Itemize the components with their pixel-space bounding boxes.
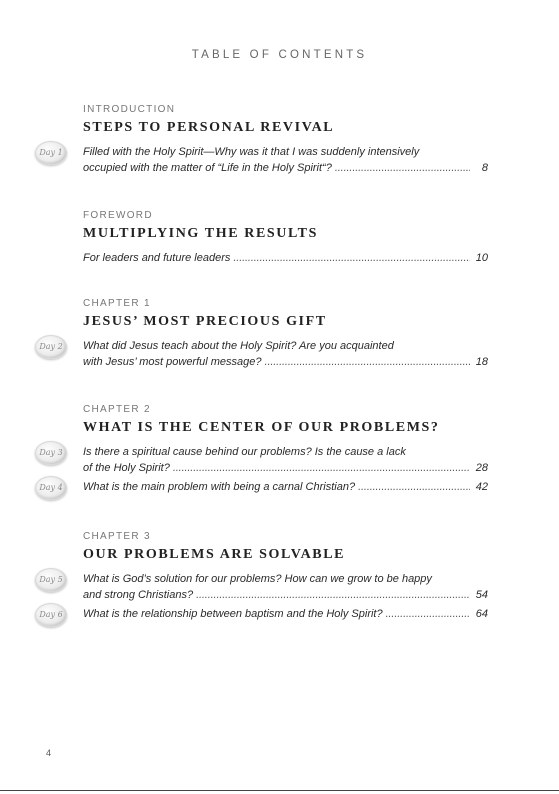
entry-page-number: 64: [475, 608, 488, 620]
entry-page-number: 28: [475, 462, 488, 474]
day-badge: Day 4: [35, 476, 67, 500]
entry-text-line1: What did Jesus teach about the Holy Spirit? Are you acquainted: [83, 340, 394, 352]
toc-section-chapter-1: [39, 298, 488, 370]
toc-title: TABLE OF CONTENTS: [191, 49, 368, 61]
entry-text: What is the relationship between baptism and the Holy Spirit?: [83, 608, 383, 620]
entry-text-line1: What is God’s solution for our problems? How can we grow to be happy: [83, 573, 432, 585]
entry-text-line2: occupied with the matter of “Life in the Holy Spirit“?: [83, 162, 332, 174]
dot-leader: [358, 479, 470, 495]
section-label: INTRODUCTION: [83, 104, 176, 115]
entry-text-line2: with Jesus’ most powerful message?: [83, 356, 262, 368]
section-heading: WHAT IS THE CENTER OF OUR PROBLEMS?: [83, 420, 440, 435]
day-badge: Day 2: [35, 335, 67, 359]
toc-entry[interactable]: [39, 479, 488, 495]
section-heading: MULTIPLYING THE RESULTS: [83, 226, 318, 241]
toc-section-foreword: [83, 210, 488, 266]
day-badge: Day 5: [35, 568, 67, 592]
toc-entry[interactable]: [83, 250, 488, 266]
section-heading: OUR PROBLEMS ARE SOLVABLE: [83, 547, 346, 562]
dot-leader: [265, 354, 470, 370]
entry-text-line1: Is there a spiritual cause behind our problems? Is the cause a lack: [83, 446, 406, 458]
section-heading: STEPS TO PERSONAL REVIVAL: [83, 120, 335, 135]
entry-text: What is the main problem with being a carnal Christian?: [83, 481, 356, 493]
dot-leader: [233, 250, 470, 266]
section-label: CHAPTER 1: [83, 298, 151, 309]
entry-text-line2: and strong Christians?: [83, 589, 194, 601]
entry-page-number: 10: [475, 252, 488, 264]
toc-entry[interactable]: [39, 144, 488, 176]
page-number: 4: [46, 748, 52, 758]
day-badge: Day 1: [35, 141, 67, 165]
section-heading: JESUS’ MOST PRECIOUS GIFT: [83, 314, 327, 329]
dot-leader: [335, 160, 470, 176]
entry-page-number: 18: [475, 356, 488, 368]
toc-section-introduction: [39, 104, 488, 176]
bottom-rule: [0, 790, 559, 791]
entry-text-line1: Filled with the Holy Spirit—Why was it that I was suddenly intensively: [83, 146, 420, 158]
dot-leader: [173, 460, 470, 476]
entry-page-number: 54: [475, 589, 488, 601]
toc-entry[interactable]: [39, 444, 488, 476]
toc-entry[interactable]: [39, 606, 488, 622]
dot-leader: [386, 606, 470, 622]
entry-text: For leaders and future leaders: [83, 252, 231, 264]
section-label: FOREWORD: [83, 210, 153, 221]
entry-text-line2: of the Holy Spirit?: [83, 462, 170, 474]
dot-leader: [196, 587, 470, 603]
toc-section-chapter-3: [39, 531, 488, 622]
entry-page-number: 8: [481, 162, 488, 174]
toc-section-chapter-2: [39, 404, 488, 495]
section-label: CHAPTER 2: [83, 404, 151, 415]
day-badge: Day 6: [35, 603, 67, 627]
toc-entry[interactable]: [39, 571, 488, 603]
entry-page-number: 42: [475, 481, 488, 493]
section-label: CHAPTER 3: [83, 531, 151, 542]
day-badge: Day 3: [35, 441, 67, 465]
toc-entry[interactable]: [39, 338, 488, 370]
